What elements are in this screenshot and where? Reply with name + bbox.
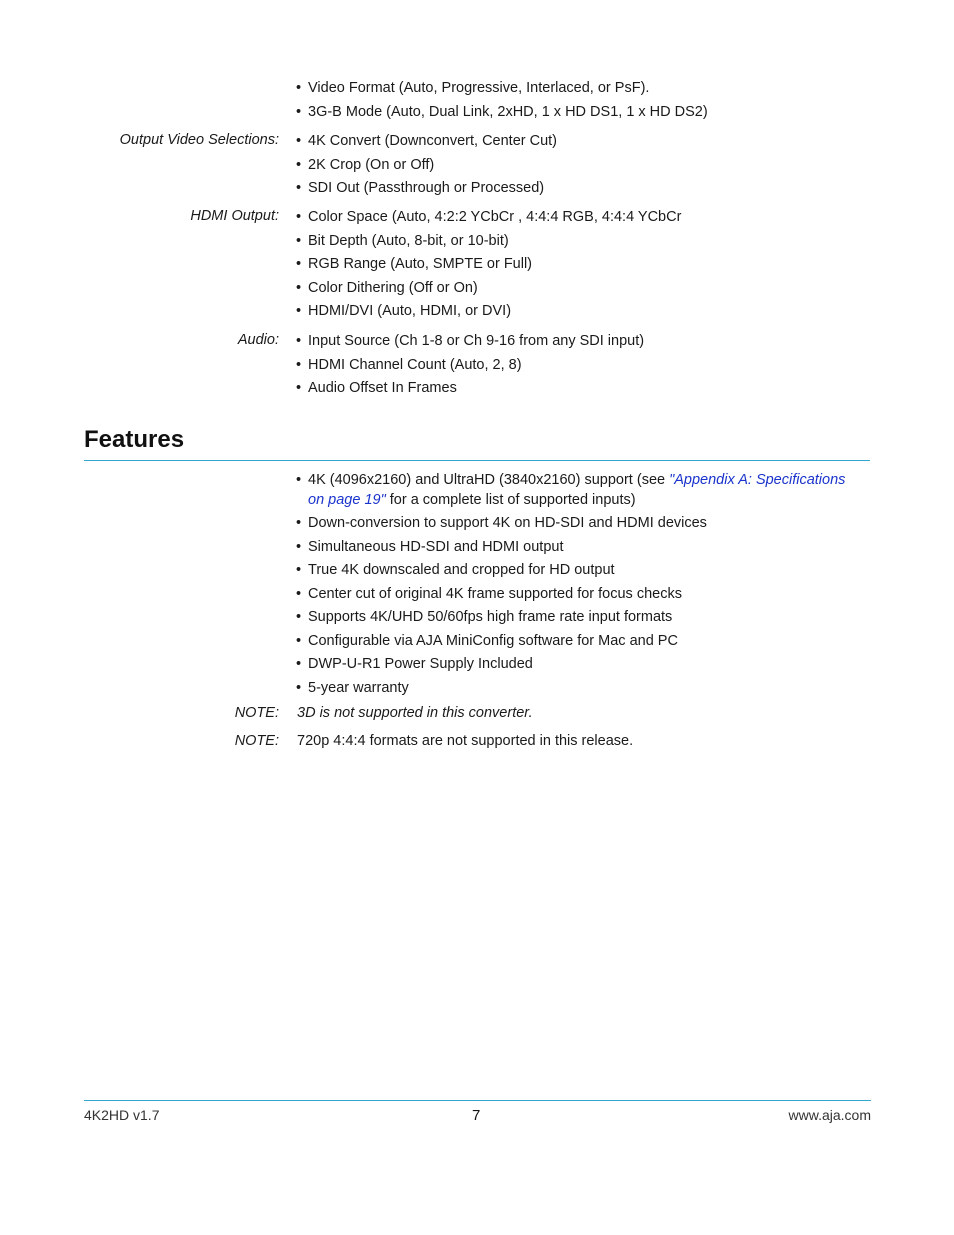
footer-version: 4K2HD v1.7 [84,1107,160,1123]
list-item: • Audio Offset In Frames [296,379,856,399]
bullet-icon: • [296,209,302,225]
note-text: 3D is not supported in this converter. [297,705,533,721]
list-item: • Input Source (Ch 1-8 or Ch 9-16 from any SDI input) [296,332,856,352]
footer-website: www.aja.com [788,1107,871,1123]
bullet-icon: • [296,585,302,602]
list-item: • 3G-B Mode (Auto, Dual Link, 2xHD, 1 x HD DS1, 1 x HD DS2) [296,103,856,123]
bullet-icon: • [296,562,302,578]
bullet-icon: • [296,333,302,349]
list-item: • 2K Crop (On or Off) [296,156,856,176]
list-item: • Video Format (Auto, Progressive, Interlaced, or PsF). [296,79,856,99]
bullet-icon: • [296,656,302,672]
bullet-icon: • [296,472,302,488]
list-item: • Bit Depth (Auto, 8-bit, or 10-bit) [296,232,856,252]
hdmi-output-list [296,208,856,326]
bullet-icon: • [296,356,302,373]
bullet-icon: • [296,80,302,96]
note-text: 720p 4:4:4 formats are not supported in this release. [297,733,634,749]
list-item: • Color Dithering (Off or On) [296,279,856,299]
list-item: • 4K Convert (Downconvert, Center Cut) [296,132,856,152]
heading-rule [84,460,870,461]
bullet-icon: • [296,180,302,196]
list-item: • DWP-U-R1 Power Supply Included [296,655,856,675]
bullet-icon: • [296,679,302,696]
list-item: • HDMI Channel Count (Auto, 2, 8) [296,356,856,376]
list-item: • Configurable via AJA MiniConfig software for Mac and PC [296,632,856,652]
list-item: • 4K (4096x2160) and UltraHD (3840x2160) support (see "Appendix A: Specifications on page 19" for a complete list of supported inputs) [296,472,846,508]
list-item: • True 4K downscaled and cropped for HD output [296,561,856,581]
list-item: • RGB Range (Auto, SMPTE or Full) [296,255,856,275]
bullet-icon: • [296,133,302,149]
output-video-list [296,132,856,203]
audio-label: Audio: [237,332,279,348]
page-number: 7 [472,1107,481,1124]
output-video-label: Output Video Selections: [119,132,279,148]
bullet-icon: • [296,515,302,531]
bullet-icon: • [296,609,302,625]
bullet-icon: • [296,279,302,296]
note-label: NOTE: [234,733,279,749]
list-item: • Center cut of original 4K frame supported for focus checks [296,585,856,605]
audio-list [296,332,856,403]
list-item: • Supports 4K/UHD 50/60fps high frame rate input formats [296,608,856,628]
video-input-list [296,79,856,126]
footer-rule [84,1100,871,1101]
list-item: • SDI Out (Passthrough or Processed) [296,179,856,199]
bullet-icon: • [296,103,302,120]
bullet-icon: • [296,156,302,173]
list-item: • Simultaneous HD-SDI and HDMI output [296,538,856,558]
list-item: • Down-conversion to support 4K on HD-SDI and HDMI devices [296,514,856,534]
features-list [296,471,856,702]
note-label: NOTE: [234,705,279,721]
bullet-icon: • [296,303,302,319]
list-item: • HDMI/DVI (Auto, HDMI, or DVI) [296,302,856,322]
features-heading: Features [84,426,185,453]
bullet-icon: • [296,538,302,555]
appendix-link[interactable]: "Appendix A: Specifications on page 19" [308,472,846,508]
list-item: • 5-year warranty [296,679,856,699]
hdmi-output-label: HDMI Output: [190,208,279,224]
list-item: • Color Space (Auto, 4:2:2 YCbCr , 4:4:4 RGB, 4:4:4 YCbCr [296,208,856,228]
bullet-icon: • [296,632,302,649]
bullet-icon: • [296,232,302,249]
bullet-icon: • [296,380,302,396]
bullet-icon: • [296,256,302,272]
